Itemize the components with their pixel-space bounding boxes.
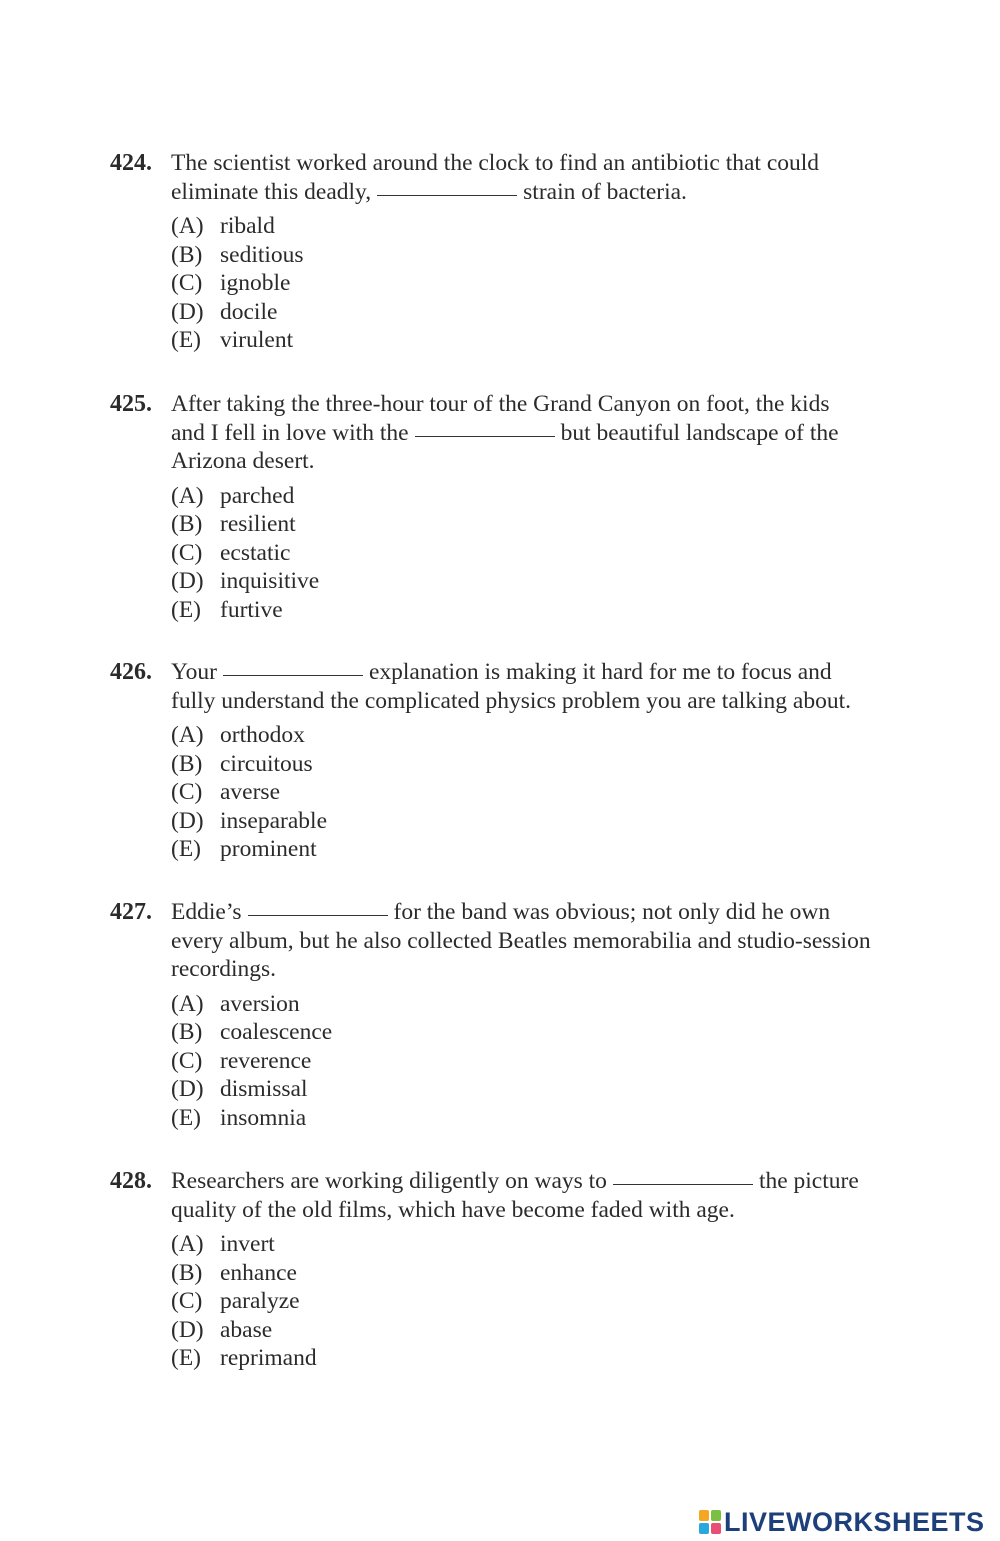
choice-letter: (D): [171, 807, 204, 834]
question-number: 426.: [110, 659, 152, 685]
answer-choice[interactable]: [171, 1287, 890, 1316]
choice-text: furtive: [220, 596, 283, 623]
answer-choice[interactable]: [171, 1075, 890, 1104]
question-428: [110, 1167, 890, 1389]
question-line: [171, 955, 890, 984]
question-426: [110, 658, 890, 880]
liveworksheets-logo: [699, 1508, 985, 1536]
question-line: [171, 390, 890, 419]
question-number: 425.: [110, 391, 152, 417]
choice-text: enhance: [220, 1259, 297, 1286]
choice-text: parched: [220, 482, 295, 509]
answer-choice[interactable]: [171, 1344, 890, 1373]
choice-text: invert: [220, 1231, 275, 1257]
choice-text: ignoble: [220, 270, 291, 296]
answer-choice[interactable]: [171, 482, 890, 511]
choice-letter: (A): [171, 213, 204, 239]
choice-text: seditious: [220, 241, 304, 268]
liveworksheets-logo-icon: [699, 1510, 721, 1534]
choice-text: reprimand: [220, 1345, 317, 1371]
answer-choices: [171, 212, 890, 355]
question-line: [171, 149, 890, 178]
choice-letter: (A): [171, 990, 204, 1017]
answer-choice[interactable]: [171, 510, 890, 539]
question-line: [171, 447, 890, 476]
question-424: [110, 149, 890, 371]
choice-text: reverence: [220, 1047, 312, 1074]
choice-letter: (E): [171, 1104, 202, 1131]
answer-choice[interactable]: [171, 1230, 890, 1259]
choice-letter: (B): [171, 241, 203, 268]
choice-text: ecstatic: [220, 539, 291, 566]
choice-text: abase: [220, 1316, 273, 1343]
answer-choice[interactable]: [171, 326, 890, 355]
question-text-segment: Your: [171, 659, 217, 685]
choice-text: resilient: [220, 511, 296, 537]
choice-text: averse: [220, 779, 281, 805]
answer-choice[interactable]: [171, 1018, 890, 1047]
answer-choices: [171, 990, 890, 1133]
choice-letter: (D): [171, 568, 204, 594]
question-line: [171, 419, 890, 448]
answer-choice[interactable]: [171, 269, 890, 298]
choice-letter: (B): [171, 1019, 203, 1045]
question-text-segment: quality of the old films, which have become faded with age.: [171, 1196, 735, 1223]
answer-choice[interactable]: [171, 990, 890, 1019]
question-line: [171, 898, 890, 927]
answer-choice[interactable]: [171, 212, 890, 241]
answer-choice[interactable]: [171, 567, 890, 596]
choice-letter: (D): [171, 1316, 204, 1343]
choice-text: docile: [220, 298, 278, 325]
question-line: [171, 1196, 890, 1225]
question-text-segment: explanation is making it hard for me to focus and: [368, 659, 832, 685]
answer-choice[interactable]: [171, 778, 890, 807]
choice-letter: (B): [171, 511, 203, 537]
answer-blank[interactable]: [415, 435, 555, 437]
answer-blank[interactable]: [377, 194, 517, 196]
question-427: [110, 898, 890, 1148]
logo-square-green: [711, 1510, 721, 1521]
answer-choice[interactable]: [171, 807, 890, 836]
question-line: [171, 1167, 890, 1196]
answer-choice[interactable]: [171, 596, 890, 625]
answer-choice[interactable]: [171, 721, 890, 750]
choice-letter: (A): [171, 482, 204, 509]
answer-choice[interactable]: [171, 1047, 890, 1076]
answer-blank[interactable]: [248, 914, 388, 916]
answer-choice[interactable]: [171, 241, 890, 270]
choice-letter: (E): [171, 596, 202, 623]
answer-choices: [171, 721, 890, 864]
choice-text: inquisitive: [220, 568, 320, 594]
answer-choice[interactable]: [171, 298, 890, 327]
question-text-segment: fully understand the complicated physics problem you are talking about.: [171, 687, 852, 714]
question-text-segment: the picture: [758, 1168, 859, 1194]
question-text: [171, 658, 890, 715]
question-text-segment: every album, but he also collected Beatles memorabilia and studio-session: [171, 927, 871, 954]
choice-letter: (E): [171, 327, 202, 353]
question-text-segment: eliminate this deadly,: [171, 178, 372, 205]
question-number: 428.: [110, 1168, 152, 1194]
logo-text: LIVEWORKSHEETS: [724, 1506, 985, 1537]
choice-letter: (E): [171, 836, 202, 862]
choice-text: ribald: [220, 213, 275, 239]
question-text-segment: for the band was obvious; not only did he own: [393, 899, 831, 925]
question-text-segment: Researchers are working diligently on ways to: [171, 1168, 607, 1194]
choice-text: aversion: [220, 990, 300, 1017]
question-text: [171, 149, 890, 206]
choice-letter: (C): [171, 1047, 203, 1074]
question-text-segment: Arizona desert.: [171, 448, 315, 474]
question-text-segment: and I fell in love with the: [171, 419, 409, 446]
choice-letter: (C): [171, 779, 203, 805]
choice-text: circuitous: [220, 750, 313, 777]
logo-square-blue: [699, 1523, 709, 1534]
choice-letter: (E): [171, 1345, 202, 1371]
choice-letter: (A): [171, 722, 204, 748]
choice-letter: (A): [171, 1231, 204, 1257]
answer-choice[interactable]: [171, 835, 890, 864]
logo-square-orange: [699, 1510, 709, 1521]
choice-text: coalescence: [220, 1019, 333, 1045]
question-text: [171, 390, 890, 476]
question-number: 427.: [110, 899, 152, 925]
choice-letter: (C): [171, 539, 203, 566]
question-line: [171, 687, 890, 716]
choice-letter: (C): [171, 270, 203, 296]
choice-letter: (B): [171, 1259, 203, 1286]
question-text-segment: recordings.: [171, 956, 277, 982]
question-text-segment: but beautiful landscape of the: [560, 419, 839, 446]
choice-text: virulent: [220, 327, 294, 353]
question-text-segment: The scientist worked around the clock to find an antibiotic that could: [171, 150, 820, 176]
answer-choice[interactable]: [171, 1316, 890, 1345]
question-line: [171, 927, 890, 956]
question-text-segment: Eddie’s: [171, 899, 242, 925]
question-425: [110, 390, 890, 640]
answer-choice[interactable]: [171, 1104, 890, 1133]
answer-choices: [171, 482, 890, 625]
answer-choice[interactable]: [171, 539, 890, 568]
question-text: [171, 898, 890, 984]
answer-choices: [171, 1230, 890, 1373]
choice-letter: (D): [171, 1076, 204, 1102]
answer-choice[interactable]: [171, 750, 890, 779]
question-line: [171, 658, 890, 687]
question-text-segment: After taking the three-hour tour of the Grand Canyon on foot, the kids: [171, 391, 830, 417]
choice-text: insomnia: [220, 1104, 307, 1131]
question-number: 424.: [110, 150, 152, 176]
question-text: [171, 1167, 890, 1224]
answer-blank[interactable]: [223, 674, 363, 676]
choice-letter: (C): [171, 1288, 203, 1314]
question-text-segment: strain of bacteria.: [523, 178, 687, 205]
choice-letter: (D): [171, 298, 204, 325]
choice-text: orthodox: [220, 722, 305, 748]
question-line: [171, 178, 890, 207]
answer-choice[interactable]: [171, 1259, 890, 1288]
choice-text: prominent: [220, 836, 317, 862]
choice-letter: (B): [171, 750, 203, 777]
logo-square-pink: [711, 1523, 721, 1534]
choice-text: dismissal: [220, 1076, 308, 1102]
answer-blank[interactable]: [613, 1183, 753, 1185]
choice-text: inseparable: [220, 807, 328, 834]
choice-text: paralyze: [220, 1288, 300, 1314]
